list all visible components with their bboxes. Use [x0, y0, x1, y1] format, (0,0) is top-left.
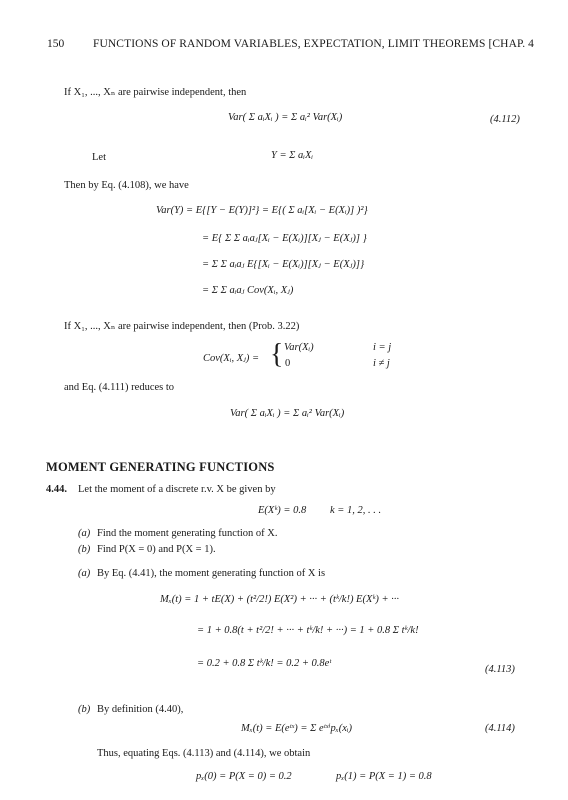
- thus-text: Thus, equating Eqs. (4.113) and (4.114), we obtain: [97, 748, 311, 759]
- equation-tag-4112: (4.112): [490, 114, 520, 125]
- mgf-line-2: = 1 + 0.8(t + t²/2! + ··· + tᵏ/k! + ···) = 1 + 0.8 Σ tᵏ/k!: [197, 625, 419, 636]
- derivation-line-2: = E{ Σ Σ aᵢaⱼ[Xᵢ − E(Xᵢ)][Xⱼ − E(Xⱼ)] }: [202, 233, 367, 244]
- solution-b-label: (b): [78, 704, 91, 715]
- equation-tag-4113: (4.113): [485, 664, 515, 675]
- part-a-text: Find the moment generating function of X.: [97, 528, 278, 539]
- part-b-text: Find P(X = 0) and P(X = 1).: [97, 544, 216, 555]
- let-label: Let: [92, 152, 106, 163]
- result-p1: pₓ(1) = P(X = 1) = 0.8: [336, 771, 432, 782]
- cov-case-1: Var(Xᵢ): [284, 342, 314, 353]
- mgf-line-1: Mₓ(t) = 1 + tE(X) + (t²/2!) E(X²) + ··· + (tᵏ/k!) E(Xᵏ) + ···: [160, 594, 400, 605]
- pairwise-text: If X₁, ..., Xₙ are pairwise independent, then (Prob. 3.22): [64, 321, 300, 332]
- mgf-line-3: = 0.2 + 0.8 Σ tᵏ/k! = 0.2 + 0.8eᵗ: [197, 658, 332, 669]
- then-text: Then by Eq. (4.108), we have: [64, 180, 189, 191]
- reduces-text: and Eq. (4.111) reduces to: [64, 382, 175, 393]
- problem-number: 4.44.: [46, 484, 67, 495]
- cov-cond-2: i ≠ j: [373, 358, 390, 369]
- page-number: 150: [47, 38, 65, 50]
- cov-lhs: Cov(Xᵢ, Xⱼ) =: [203, 353, 260, 364]
- let-equation: Y = Σ aᵢXᵢ: [271, 150, 314, 161]
- problem-statement: Let the moment of a discrete r.v. X be given by: [78, 484, 276, 495]
- solution-a-text: By Eq. (4.41), the moment generating function of X is: [97, 568, 326, 579]
- result-p0: pₓ(0) = P(X = 0) = 0.2: [196, 771, 292, 782]
- part-a-label: (a): [78, 528, 91, 539]
- derivation-line-4: = Σ Σ aᵢaⱼ Cov(Xᵢ, Xⱼ): [202, 285, 294, 296]
- equation-4112: Var( Σ aᵢXᵢ ) = Σ aᵢ² Var(Xᵢ): [228, 112, 343, 123]
- definition-equation: Mₓ(t) = E(eᵗˣ) = Σ eᵗˣⁱpₓ(xᵢ): [241, 723, 353, 734]
- running-title: FUNCTIONS OF RANDOM VARIABLES, EXPECTATION, LIMIT THEOREMS [CHAP. 4: [93, 38, 535, 50]
- section-title: MOMENT GENERATING FUNCTIONS: [46, 460, 275, 474]
- equation-tag-4114: (4.114): [485, 723, 515, 734]
- moment-equation: E(Xᵏ) = 0.8: [258, 505, 307, 516]
- solution-b-text: By definition (4.40),: [97, 704, 184, 715]
- derivation-line-1: Var(Y) = E{[Y − E(Y)]²} = E{( Σ aᵢ[Xᵢ − E(Xᵢ)] )²}: [156, 205, 368, 216]
- moment-condition: k = 1, 2, . . .: [330, 505, 382, 516]
- solution-a-label: (a): [78, 568, 91, 579]
- brace-icon: {: [270, 339, 284, 370]
- derivation-line-3: = Σ Σ aᵢaⱼ E{[Xᵢ − E(Xᵢ)][Xⱼ − E(Xⱼ)]}: [202, 259, 365, 270]
- cov-case-2: 0: [285, 358, 291, 369]
- final-equation: Var( Σ aᵢXᵢ ) = Σ aᵢ² Var(Xᵢ): [230, 408, 345, 419]
- intro-text: If X₁, ..., Xₙ are pairwise independent, then: [64, 87, 247, 98]
- part-b-label: (b): [78, 544, 91, 555]
- cov-cond-1: i = j: [373, 342, 392, 353]
